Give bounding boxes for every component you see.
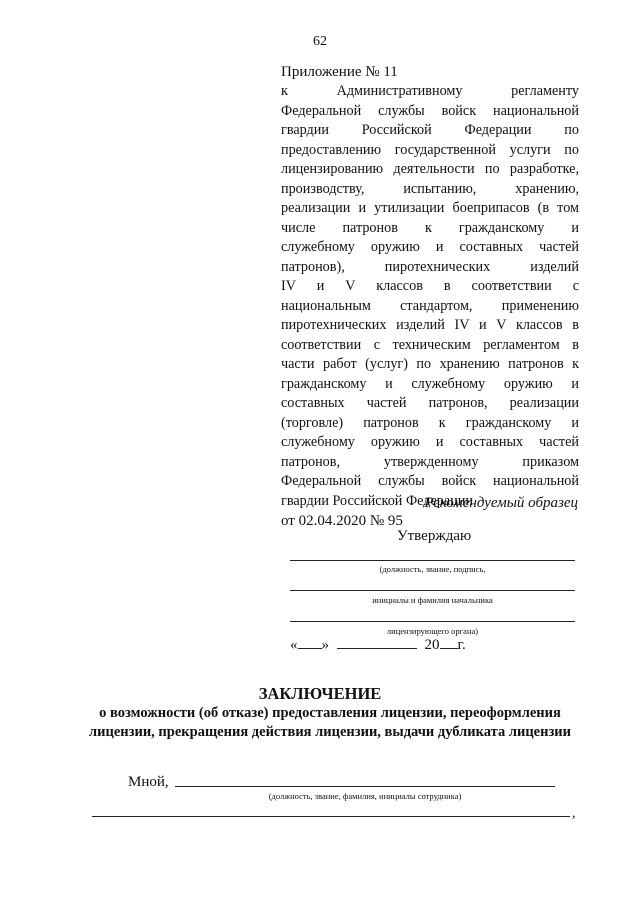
date-open-quote: « [290, 637, 298, 653]
approver-caption-3: лицензирующего органа) [386, 626, 479, 636]
appendix-line: числе патронов к гражданскому и [281, 219, 579, 236]
approver-position-line[interactable] [290, 560, 575, 561]
approver-name-line[interactable] [290, 590, 575, 591]
approver-org-line[interactable] [290, 621, 575, 622]
date-close-quote: » [321, 637, 329, 653]
approve-label: Утверждаю [397, 528, 472, 544]
appendix-line: Федеральной службы войск национальной [281, 102, 579, 119]
appendix-heading: Приложение № 11 [281, 64, 398, 80]
page-number: 62 [313, 34, 327, 49]
document-subtitle: о возможности (об отказе) предоставления лицензии, переоформления лицензии, прекращения действия лицензии, выдачи дубликата лицензии [89, 705, 571, 740]
sample-label: Рекомендуемый образец [424, 495, 578, 511]
date-month-field[interactable] [337, 636, 417, 649]
appendix-line: Федеральной службы войск национальной [281, 473, 579, 489]
approver-caption-2: инициалы и фамилия начальника [372, 595, 493, 605]
appendix-block [281, 62, 579, 531]
appendix-line: гражданскому и служебному оружию и [281, 375, 579, 392]
appendix-line: гвардии Российской Федерации по [281, 122, 579, 138]
employee-caption: (должность, звание, фамилия, инициалы сотрудника) [268, 791, 462, 801]
appendix-line: части работ (услуг) по хранению патронов к [281, 356, 579, 372]
appendix-line: гвардии Российской Федерации [281, 492, 473, 509]
trailing-comma: , [572, 806, 576, 821]
by-label: Мной, [128, 774, 169, 790]
appendix-line: пиротехнических изделий IV и V классов в [281, 317, 579, 333]
appendix-line: национальным стандартом, применению [281, 297, 579, 314]
appendix-line: IV и V классов в соответствии с [281, 278, 579, 294]
appendix-line: соответствии с техническим регламентом в [281, 336, 579, 353]
date-year-suffix: г. [457, 637, 466, 653]
appendix-line: (торговле) патронов к гражданскому и [281, 414, 579, 431]
date-year-prefix: 20 [424, 637, 440, 653]
appendix-line: патронов, утвержденному приказом [281, 453, 579, 470]
appendix-order: от 02.04.2020 № 95 [281, 513, 403, 529]
appendix-line: предоставлению государственной услуги по [281, 141, 579, 158]
appendix-text [281, 82, 579, 511]
document-title: ЗАКЛЮЧЕНИЕ [258, 684, 382, 703]
approver-caption-1: (должность, звание, подпись, [379, 564, 486, 574]
appendix-line: патронов), пиротехнических изделий [281, 258, 579, 275]
appendix-line: служебному оружию и составных частей [281, 239, 579, 255]
appendix-line: производству, испытанию, хранению, [281, 180, 579, 197]
appendix-line: служебному оружию и составных частей [281, 434, 579, 450]
appendix-line: составных частей патронов, реализации [281, 395, 579, 411]
continuation-line[interactable] [92, 816, 570, 817]
approval-date [290, 636, 466, 654]
date-day-field[interactable] [298, 636, 322, 649]
employee-line[interactable] [175, 786, 555, 787]
appendix-line: к Административному регламенту [281, 83, 579, 99]
appendix-line: реализации и утилизации боеприпасов (в том [281, 200, 579, 216]
date-year-field[interactable] [440, 636, 458, 649]
appendix-line: лицензированию деятельности по разработке, [281, 161, 579, 177]
